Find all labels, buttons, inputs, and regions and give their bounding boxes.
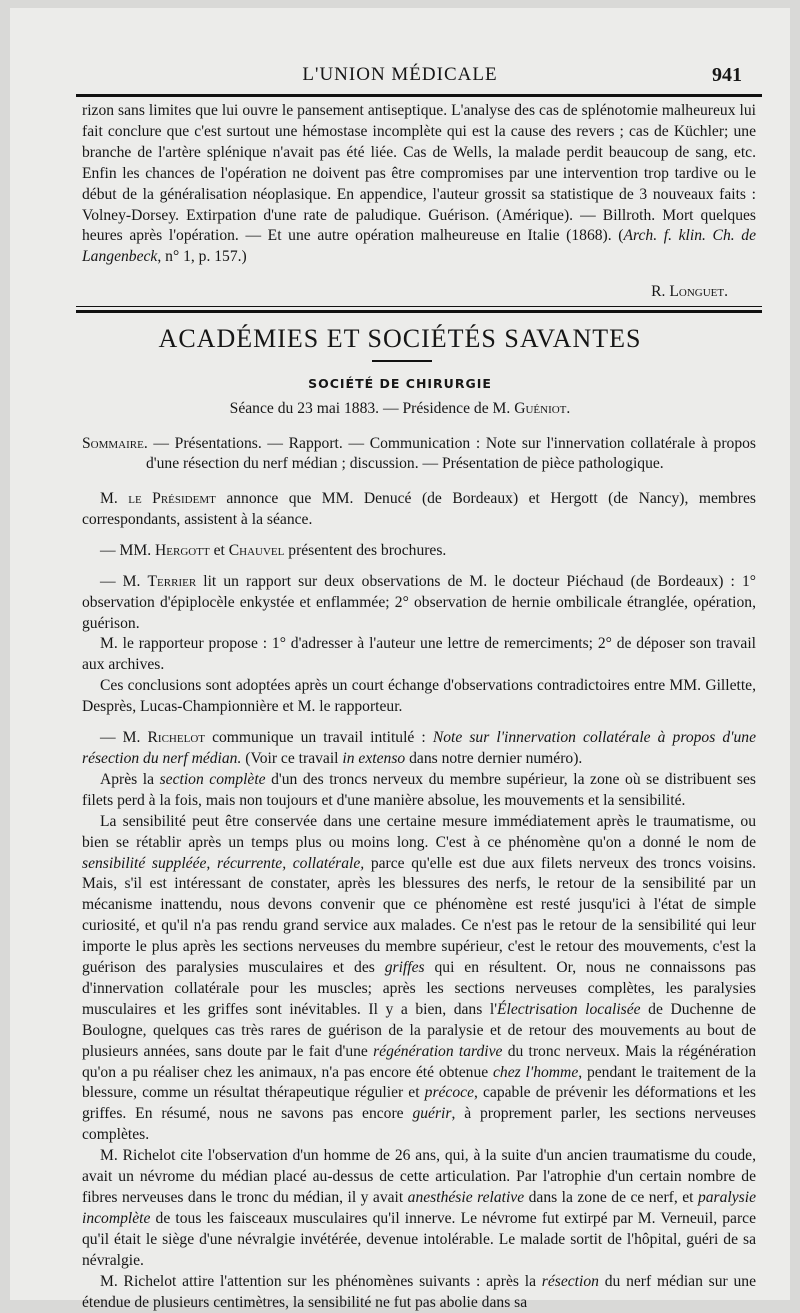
paragraph: Ces conclusions sont adoptées après un court échange d'observations contradictoires entre MM. Gillette, Desprès, Lucas-Championnière et M. le rapporteur. bbox=[82, 677, 756, 716]
paragraph: — M. Richelot communique un travail intitulé : Note sur l'innervation collatérale à propos d'une résection du nerf médian. (Voir ce travail in extenso dans notre dernier numéro). bbox=[82, 729, 757, 767]
paragraph: M. Richelot cite l'observation d'un homme de 26 ans, qui, à la suite d'un ancien traumatisme du coude, avait un névrome du médian placé au-dessus de cette articulation. Par l'atrophie d'un certain nombre de fibres nerveuses dans le tronc du médian, il y avait anesthésie relative dans la zone de ce nerf, et paralysie incomplète de tous les faisceaux musculaires qu'il innerve. Le névrome fut extirpé par M. Verneuil, parce qu'il était le siège d'une névralgie invétérée, devenue intolérable. Le malade sortit de l'hôpital, guéri de sa névralgie. bbox=[82, 1147, 756, 1269]
paragraph: Après la section complète d'un des troncs nerveux du membre supérieur, la zone où se distribuent ses filets perd à la fois, mais non toujours et d'une manière absolue, les mouvements et la sensibilité. bbox=[82, 770, 756, 809]
sommaire-label: Sommaire bbox=[82, 435, 144, 452]
paragraph: — M. Terrier lit un rapport sur deux observations de M. le docteur Piéchaud (de Bordeaux) : 1° observation d'épiplocèle enkystée et enflammée; 2° observation de hernie ombilicale étranglée, opération, guérison. bbox=[82, 572, 756, 632]
intro-citation: Arch. f. klin. Ch. de Langenbeck bbox=[82, 227, 756, 266]
page-number: 941 bbox=[712, 64, 742, 86]
page-header bbox=[10, 64, 790, 94]
journal-page bbox=[10, 8, 790, 1311]
section-rule-2 bbox=[76, 310, 762, 313]
running-title: L'UNION MÉDICALE bbox=[302, 64, 498, 85]
header-rule bbox=[76, 94, 762, 97]
seance-line: Séance du 23 mai 1883. — Présidence de M. Guéniot. bbox=[229, 400, 571, 417]
society-name: SOCIÉTÉ DE CHIRURGIE bbox=[308, 376, 492, 391]
intro-text: rizon sans limites que lui ouvre le pansement antiseptique. L'analyse des cas de splénotomie malheureux lui fait conclure que c'est surtout une hémostase incomplète qui est la cause des revers ; cas de Küchler; une branche de l'artère splénique n'avait pas été liée. Cas de Wells, la malade perdit beaucoup de sang, etc. Enfin les chances de l'opération ne doivent pas être compromises par une intervention trop tardive ou le début de la généralisation néoplasique. En appendice, l'auteur grossit sa statistique de 3 nouveaux faits : Volney-Dorsey. Extirpation d'une rate de paludique. Guérison. (Amérique). — Billroth. Mort quelques heures après l'opération. — Et une autre opération malheureuse en Italie (1868). ( bbox=[82, 102, 756, 245]
intro-citation-tail: , n° 1, p. 157.) bbox=[157, 248, 247, 266]
minutes-body bbox=[82, 489, 756, 1313]
section-title: ACADÉMIES ET SOCIÉTÉS SAVANTES bbox=[158, 324, 642, 353]
paragraph: M. le rapporteur propose : 1° d'adresser à l'auteur une lettre de remerciments; 2° de déposer son travail aux archives. bbox=[82, 635, 756, 674]
title-underline bbox=[372, 360, 432, 362]
paragraph: — MM. Hergott et Chauvel présentent des brochures. bbox=[100, 541, 447, 559]
author-signature: R. Longuet. bbox=[651, 283, 728, 300]
paragraph: M. Richelot attire l'attention sur les phénomènes suivants : après la résection du nerf médian sur une étendue de plusieurs centimètres, la sensibilité ne fut pas abolie dans sa bbox=[82, 1272, 756, 1311]
paragraph: M. le Présidemt annonce que MM. Denucé (de Bordeaux) et Hergott (de Nancy), membres correspondants, assistent à la séance. bbox=[82, 490, 756, 528]
paragraph: La sensibilité peut être conservée dans une certaine mesure immédiatement après le traumatisme, ou bien se rétablir après un temps plus ou moins long. C'est à ce phénomène qu'on a donné le nom de sensibilité suppléée, récurrente, collatérale, parce qu'elle est due aux filets nerveux des troncs voisins. Mais, s'il est intéressant de constater, après les blessures des nerfs, le retour de la sensibilité par un mécanisme inattendu, nous devons convenir que ce phénomène est resté jusqu'ici à l'état de simple curiosité, et qu'il n'a pas rendu grand service aux malades. Ce n'est pas le retour de la sensibilité qui leur importe le plus après les sections nerveuses du membre supérieur, c'est le retour des mouvements, c'est la guérison des paralysies musculaires et des griffes qui en résultent. Or, nous ne connaissons pas d'innervation collatérale pour les muscles; après les sections nerveuses complètes, les paralysies musculaires et les griffes sont inévitables. Il y a bien, dans l'Électrisation localisée de Duchenne de Boulogne, quelques cas très rares de guérison de la paralysie et de retour des mouvements au bout de plusieurs années, sans doute par le fait d'une régénération tardive du tronc nerveux. Mais la régénération qu'on a pu réaliser chez les animaux, n'a pas encore été obtenue chez l'homme, pendant le traitement de la blessure, comme un résultat thérapeutique régulier et précoce, capable de prévenir les déformations et les griffes. En résumé, nous ne savons pas encore guérir, à proprement parler, les sections nerveuses complètes. bbox=[82, 812, 757, 1144]
sommaire-text: . — Présentations. — Rapport. — Communication : Note sur l'innervation collatérale à propos d'une résection du nerf médian ; discussion. — Présentation de pièce pathologique. bbox=[143, 435, 756, 472]
section-rule-1 bbox=[76, 306, 762, 307]
president-name: Guéniot bbox=[514, 400, 567, 417]
sommaire bbox=[82, 434, 756, 474]
intro-paragraph bbox=[82, 101, 756, 268]
